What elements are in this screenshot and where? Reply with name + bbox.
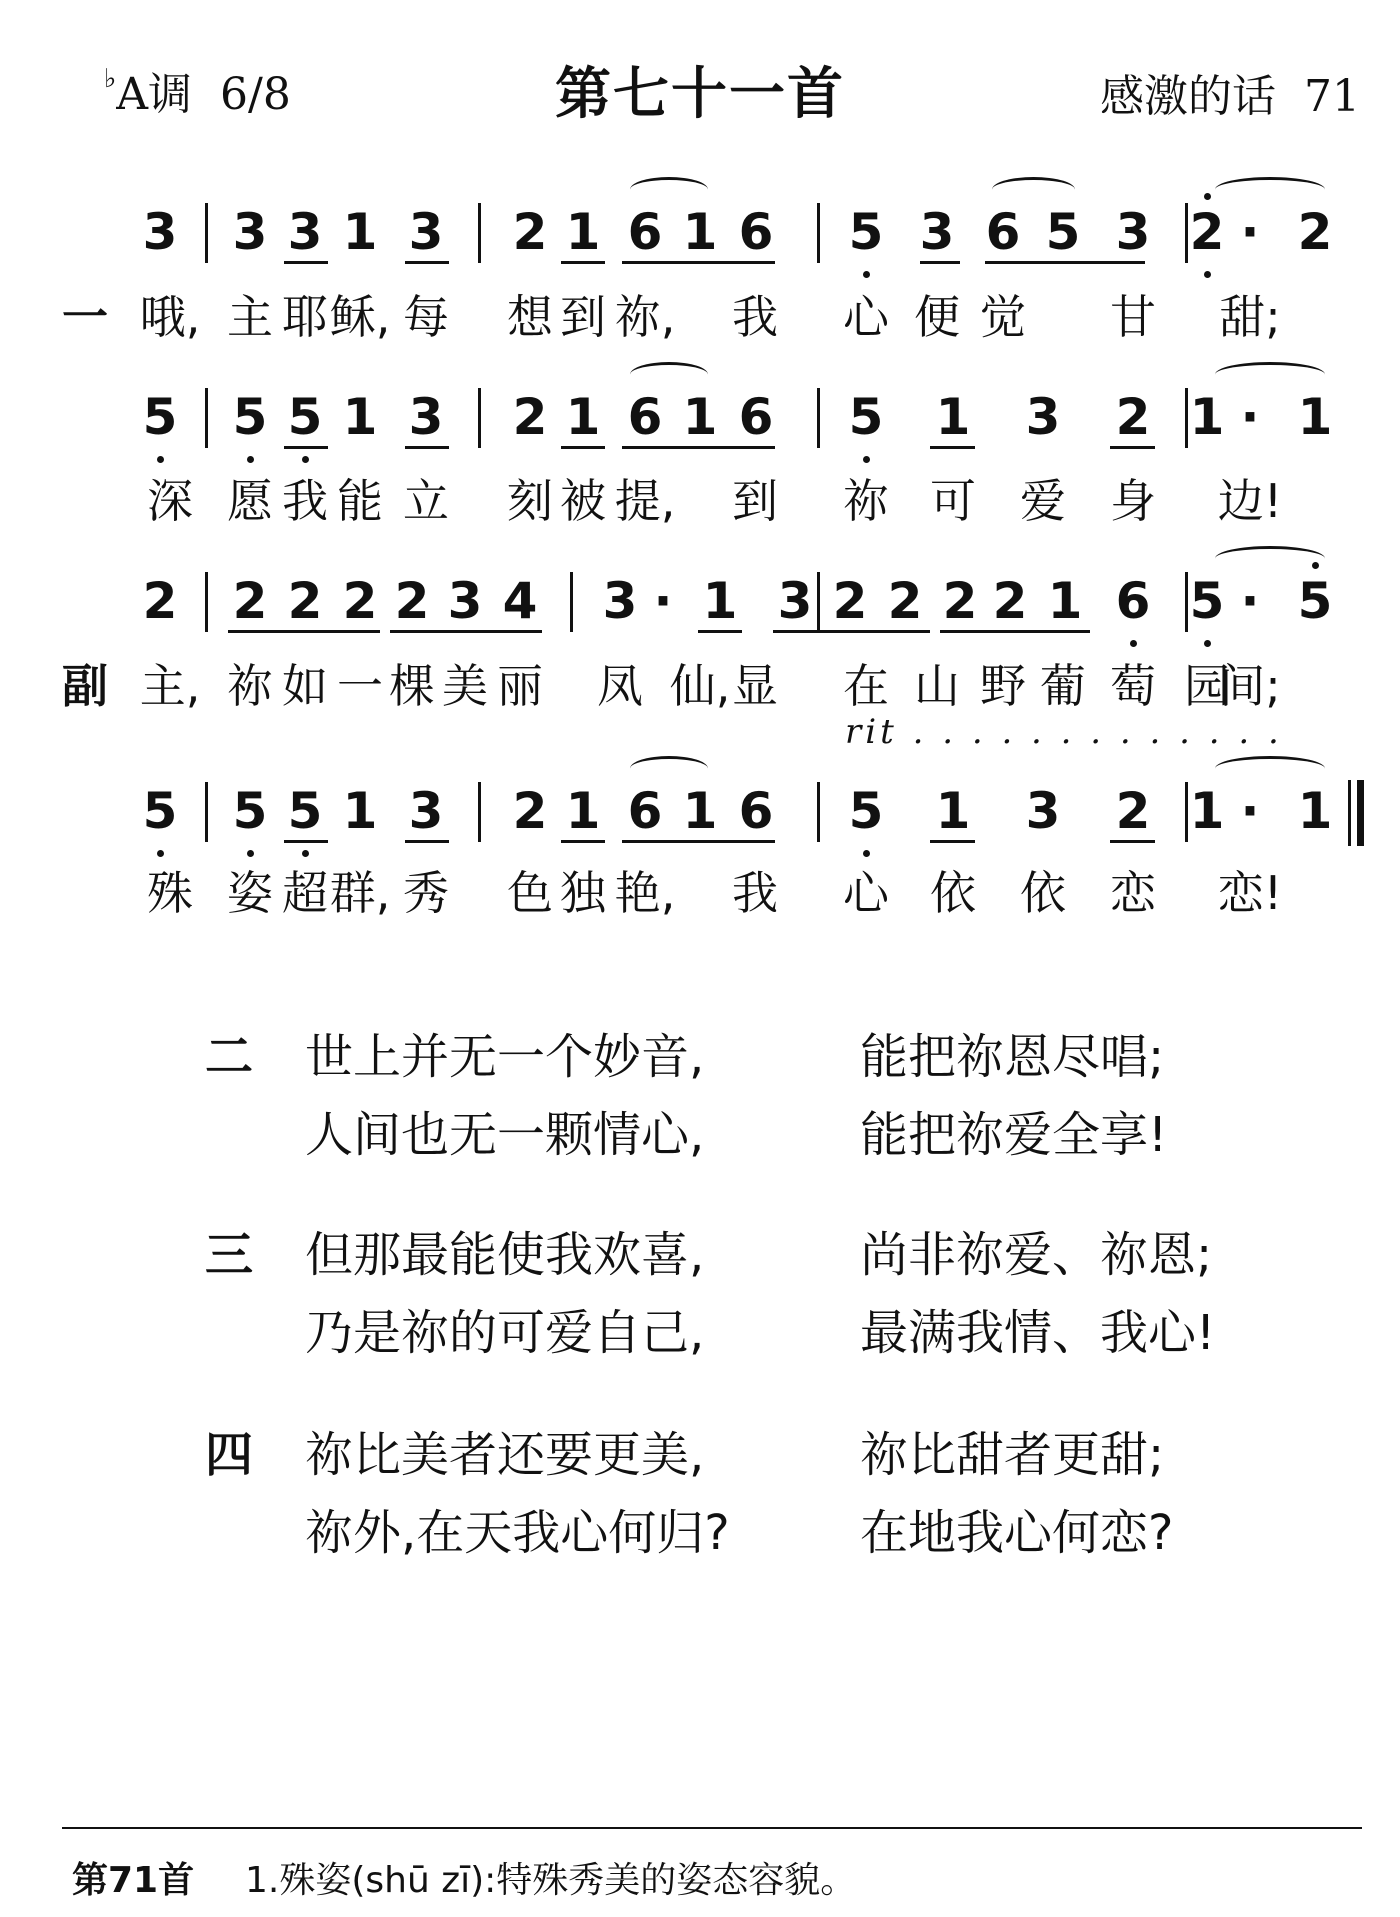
lyric-syllable: 我 bbox=[282, 474, 328, 528]
note: 1 bbox=[565, 203, 601, 261]
lyric-syllable: 祢, bbox=[614, 290, 676, 344]
note: 1 bbox=[935, 782, 971, 840]
bar-line bbox=[205, 572, 208, 632]
note: 3 bbox=[777, 572, 813, 630]
note: 6 bbox=[627, 388, 663, 446]
note: 3 bbox=[447, 572, 483, 630]
verse-label: 副 bbox=[62, 659, 108, 713]
dot-duration: · bbox=[653, 572, 673, 630]
note: 1 bbox=[565, 388, 601, 446]
upper-octave-dot bbox=[1204, 193, 1211, 200]
lyric-syllable: 主, bbox=[139, 659, 201, 713]
duration-underline bbox=[405, 840, 449, 843]
lyric-syllable: 提, bbox=[614, 474, 676, 528]
bar-line bbox=[817, 203, 820, 263]
duration-underline bbox=[284, 446, 328, 449]
duration-underline bbox=[985, 261, 1145, 264]
bar-line bbox=[1185, 203, 1188, 263]
lower-octave-dot bbox=[247, 456, 254, 463]
lyric-syllable: 甜; bbox=[1219, 290, 1281, 344]
note: 3 bbox=[408, 388, 444, 446]
hymn-title: 第七十一首 bbox=[555, 62, 845, 127]
dot-duration: · bbox=[1240, 572, 1260, 630]
lyric-syllable: 山 bbox=[914, 659, 960, 713]
tie-arc bbox=[1215, 362, 1325, 387]
lyric-syllable: 野 bbox=[980, 659, 1026, 713]
ritardando-marking: rit . . . . . . . . . . . . . bbox=[845, 712, 1283, 752]
tie-arc bbox=[1215, 546, 1325, 571]
note: 5 bbox=[1297, 572, 1333, 630]
stanza-line: 祢比甜者更甜; bbox=[860, 1427, 1165, 1483]
lyric-syllable: 艳, bbox=[614, 866, 676, 920]
lower-octave-dot bbox=[1204, 640, 1211, 647]
lyric-syllable: 主 bbox=[227, 290, 273, 344]
key-name: A调 bbox=[116, 69, 193, 120]
duration-underline bbox=[390, 630, 542, 633]
bar-line bbox=[205, 388, 208, 448]
lyric-syllable: 能 bbox=[337, 474, 383, 528]
lyric-syllable: 如 bbox=[282, 659, 328, 713]
duration-underline bbox=[561, 446, 605, 449]
note: 5 bbox=[287, 388, 323, 446]
stanza-line: 祢比美者还要更美, bbox=[305, 1427, 705, 1483]
duration-underline bbox=[930, 840, 975, 843]
lyric-syllable: 姿 bbox=[227, 866, 273, 920]
stanza-line: 能把祢爱全享! bbox=[860, 1107, 1168, 1163]
lower-octave-dot bbox=[1130, 640, 1137, 647]
lyric-syllable: 葡 bbox=[1040, 659, 1086, 713]
lyric-syllable: 显 bbox=[732, 659, 778, 713]
note: 1 bbox=[1297, 388, 1333, 446]
lyric-syllable: 每 bbox=[403, 290, 449, 344]
note: 6 bbox=[627, 782, 663, 840]
note: 3 bbox=[408, 782, 444, 840]
stanza-number: 二 bbox=[205, 1029, 254, 1085]
lyric-syllable: 觉 bbox=[980, 290, 1026, 344]
bar-line bbox=[478, 203, 481, 263]
lyric-syllable: 独 bbox=[560, 866, 606, 920]
lyric-syllable: 凤 bbox=[597, 659, 643, 713]
note: 6 bbox=[1115, 572, 1151, 630]
lyric-syllable: 哦, bbox=[139, 290, 201, 344]
lyric-syllable: 恋 bbox=[1110, 866, 1156, 920]
lyric-syllable: 便 bbox=[914, 290, 960, 344]
note: 2 bbox=[942, 572, 978, 630]
lyric-syllable: 我 bbox=[732, 866, 778, 920]
bar-line bbox=[1185, 388, 1188, 448]
note: 5 bbox=[1045, 203, 1081, 261]
note: 2 bbox=[512, 388, 548, 446]
note: 2 bbox=[1115, 388, 1151, 446]
lower-octave-dot bbox=[863, 456, 870, 463]
note: 6 bbox=[738, 203, 774, 261]
lower-octave-dot bbox=[157, 456, 164, 463]
hymn-number: 71 bbox=[1304, 71, 1360, 122]
bar-line bbox=[478, 388, 481, 448]
hymn-category bbox=[1100, 60, 1360, 124]
note: 5 bbox=[848, 203, 884, 261]
lyric-syllable: 园 bbox=[1184, 659, 1230, 713]
lyric-syllable: 秀 bbox=[403, 866, 449, 920]
note: 1 bbox=[342, 203, 378, 261]
duration-underline bbox=[622, 446, 775, 449]
note: 1 bbox=[682, 782, 718, 840]
note: 2 bbox=[342, 572, 378, 630]
footnote-text: 1.殊姿(shū zī):特殊秀美的姿态容貌。 bbox=[245, 1860, 857, 1901]
bar-line bbox=[570, 572, 573, 632]
duration-underline bbox=[284, 261, 328, 264]
duration-underline bbox=[698, 630, 742, 633]
lower-octave-dot bbox=[1204, 271, 1211, 278]
lyric-syllable: 丽 bbox=[497, 659, 543, 713]
stanza-number: 三 bbox=[205, 1227, 254, 1283]
lyric-syllable: 依 bbox=[930, 866, 976, 920]
category-name: 感激的话 bbox=[1100, 71, 1277, 122]
lyric-syllable: 深 bbox=[147, 474, 193, 528]
note: 2 bbox=[887, 572, 923, 630]
verse-label: 一 bbox=[62, 290, 108, 344]
note: 3 bbox=[232, 203, 268, 261]
duration-underline bbox=[622, 261, 775, 264]
lyric-syllable: 到 bbox=[560, 290, 606, 344]
final-bar-line-thick bbox=[1357, 780, 1364, 846]
tie-arc bbox=[630, 756, 708, 781]
lower-octave-dot bbox=[863, 850, 870, 857]
bar-line bbox=[817, 782, 820, 842]
lyric-syllable: 超 bbox=[282, 866, 328, 920]
note: 6 bbox=[738, 782, 774, 840]
tie-arc bbox=[630, 362, 708, 387]
stanza-line: 乃是祢的可爱自己, bbox=[305, 1305, 705, 1361]
note: 2 bbox=[992, 572, 1028, 630]
lyric-syllable: 色 bbox=[507, 866, 553, 920]
note: 3 bbox=[1025, 782, 1061, 840]
duration-underline bbox=[773, 630, 930, 633]
lyric-syllable: 立 bbox=[403, 474, 449, 528]
tie-arc bbox=[992, 177, 1075, 202]
note: 6 bbox=[738, 388, 774, 446]
lyric-syllable: 身 bbox=[1110, 474, 1156, 528]
lyric-syllable: 棵 bbox=[389, 659, 435, 713]
bar-line bbox=[817, 572, 820, 632]
lyric-syllable: 愿 bbox=[227, 474, 273, 528]
note: 6 bbox=[627, 203, 663, 261]
lower-octave-dot bbox=[247, 850, 254, 857]
lyric-syllable: 边! bbox=[1217, 474, 1283, 528]
lyric-syllable: 萄 bbox=[1110, 659, 1156, 713]
note: 3 bbox=[919, 203, 955, 261]
lower-octave-dot bbox=[302, 850, 309, 857]
lower-octave-dot bbox=[157, 850, 164, 857]
lyric-syllable: 在 bbox=[843, 659, 889, 713]
lyric-syllable: 群, bbox=[329, 866, 391, 920]
note: 2 bbox=[512, 782, 548, 840]
lyric-syllable: 想 bbox=[507, 290, 553, 344]
note: 1 bbox=[1297, 782, 1333, 840]
lyric-syllable: 依 bbox=[1020, 866, 1066, 920]
note: 5 bbox=[232, 782, 268, 840]
note: 2 bbox=[394, 572, 430, 630]
note: 5 bbox=[142, 388, 178, 446]
duration-underline bbox=[1110, 840, 1155, 843]
lyric-syllable: 间; bbox=[1219, 659, 1281, 713]
bar-line bbox=[1185, 782, 1188, 842]
note: 1 bbox=[702, 572, 738, 630]
tie-arc bbox=[630, 177, 708, 202]
bar-line bbox=[478, 782, 481, 842]
stanza-line: 在地我心何恋? bbox=[860, 1505, 1174, 1561]
note: 5 bbox=[1189, 572, 1225, 630]
lyric-syllable: 殊 bbox=[147, 866, 193, 920]
stanza-line: 祢外,在天我心何归? bbox=[305, 1505, 730, 1561]
footnote-divider bbox=[62, 1827, 1362, 1829]
duration-underline bbox=[405, 261, 449, 264]
note: 2 bbox=[512, 203, 548, 261]
note: 5 bbox=[287, 782, 323, 840]
note: 2 bbox=[1189, 203, 1225, 261]
bar-line bbox=[817, 388, 820, 448]
duration-underline bbox=[1110, 446, 1155, 449]
duration-underline bbox=[940, 630, 1090, 633]
note: 3 bbox=[142, 203, 178, 261]
stanza-line: 能把祢恩尽唱; bbox=[860, 1029, 1165, 1085]
duration-underline bbox=[405, 446, 449, 449]
note: 1 bbox=[682, 388, 718, 446]
note: 1 bbox=[682, 203, 718, 261]
footnote-label: 第71首 bbox=[72, 1860, 195, 1901]
note: 2 bbox=[1115, 782, 1151, 840]
lyric-syllable: 仙, bbox=[669, 659, 731, 713]
flat-sign: ♭ bbox=[104, 64, 117, 95]
duration-underline bbox=[228, 630, 380, 633]
lyric-syllable: 一 bbox=[337, 659, 383, 713]
note: 5 bbox=[142, 782, 178, 840]
note: 2 bbox=[232, 572, 268, 630]
note: 6 bbox=[985, 203, 1021, 261]
lyric-syllable: 心 bbox=[843, 290, 889, 344]
lyric-syllable: 耶 bbox=[282, 290, 328, 344]
note: 4 bbox=[502, 572, 538, 630]
lyric-syllable: 祢 bbox=[227, 659, 273, 713]
lyric-syllable: 恋! bbox=[1217, 866, 1283, 920]
note: 5 bbox=[848, 782, 884, 840]
bar-line bbox=[1185, 572, 1188, 632]
lower-octave-dot bbox=[863, 271, 870, 278]
note: 1 bbox=[1189, 388, 1225, 446]
duration-underline bbox=[622, 840, 775, 843]
duration-underline bbox=[930, 446, 975, 449]
note: 5 bbox=[848, 388, 884, 446]
lower-octave-dot bbox=[302, 456, 309, 463]
note: 3 bbox=[287, 203, 323, 261]
note: 3 bbox=[408, 203, 444, 261]
note: 2 bbox=[287, 572, 323, 630]
note: 2 bbox=[1297, 203, 1333, 261]
tie-arc bbox=[1215, 177, 1325, 202]
stanza-line: 尚非祢爱、祢恩; bbox=[860, 1227, 1213, 1283]
stanza-line: 世上并无一个妙音, bbox=[305, 1029, 705, 1085]
note: 3 bbox=[1115, 203, 1151, 261]
lyric-syllable: 爱 bbox=[1020, 474, 1066, 528]
note: 1 bbox=[342, 782, 378, 840]
tie-arc bbox=[1215, 756, 1325, 781]
lyric-syllable: 到 bbox=[732, 474, 778, 528]
duration-underline bbox=[561, 840, 605, 843]
note: 2 bbox=[832, 572, 868, 630]
lyric-syllable: 刻 bbox=[507, 474, 553, 528]
note: 3 bbox=[1025, 388, 1061, 446]
note: 3 bbox=[602, 572, 638, 630]
dot-duration: · bbox=[1240, 388, 1260, 446]
lyric-syllable: 稣, bbox=[329, 290, 391, 344]
lyric-syllable: 可 bbox=[930, 474, 976, 528]
note: 1 bbox=[342, 388, 378, 446]
duration-underline bbox=[561, 261, 605, 264]
stanza-line: 但那最能使我欢喜, bbox=[305, 1227, 705, 1283]
lyric-syllable: 甘 bbox=[1110, 290, 1156, 344]
duration-underline bbox=[284, 840, 328, 843]
bar-line bbox=[205, 782, 208, 842]
stanza-number: 四 bbox=[205, 1427, 254, 1483]
time-signature: 6/8 bbox=[220, 69, 291, 120]
stanza-line: 人间也无一颗情心, bbox=[305, 1107, 705, 1163]
stanza-line: 最满我情、我心! bbox=[860, 1305, 1216, 1361]
duration-underline bbox=[920, 261, 960, 264]
note: 1 bbox=[935, 388, 971, 446]
final-bar-line bbox=[1348, 780, 1351, 846]
lyric-syllable: 美 bbox=[442, 659, 488, 713]
note: 2 bbox=[142, 572, 178, 630]
note: 1 bbox=[1189, 782, 1225, 840]
dot-duration: · bbox=[1240, 203, 1260, 261]
lyric-syllable: 祢 bbox=[843, 474, 889, 528]
dot-duration: · bbox=[1240, 782, 1260, 840]
note: 1 bbox=[1047, 572, 1083, 630]
bar-line bbox=[205, 203, 208, 263]
lyric-syllable: 我 bbox=[732, 290, 778, 344]
lyric-syllable: 心 bbox=[843, 866, 889, 920]
lyric-syllable: 被 bbox=[560, 474, 606, 528]
note: 5 bbox=[232, 388, 268, 446]
note: 1 bbox=[565, 782, 601, 840]
